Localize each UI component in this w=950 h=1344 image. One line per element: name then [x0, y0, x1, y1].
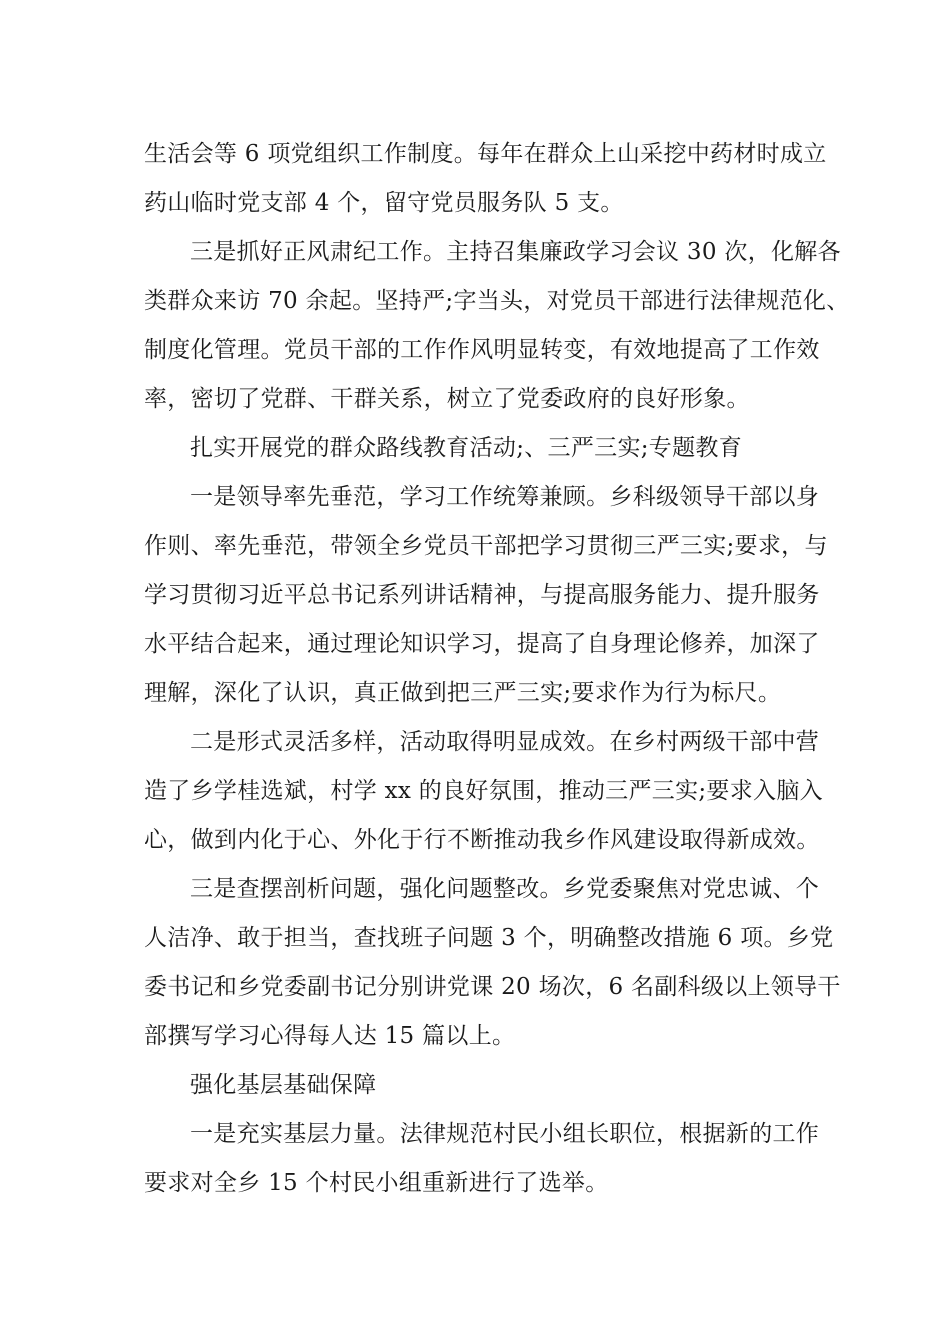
text-line: 要求对全乡 15 个村民小组重新进行了选举。: [144, 1170, 609, 1196]
text-line: 扎实开展党的群众路线教育活动;、三严三实;专题教育: [190, 435, 742, 461]
text-line: 类群众来访 70 余起。坚持严;字当头，对党员干部进行法律规范化、: [144, 288, 850, 314]
paragraph: [144, 718, 824, 865]
text-line: 人洁净、敢于担当，查找班子问题 3 个，明确整改措施 6 项。乡党: [144, 925, 834, 951]
text-line: 一是领导率先垂范，学习工作统筹兼顾。乡科级领导干部以身: [190, 484, 820, 510]
paragraph: [144, 865, 841, 1061]
text-line: 药山临时党支部 4 个，留守党员服务队 5 支。: [144, 190, 624, 216]
paragraph: [144, 130, 827, 228]
text-line: 心，做到内化于心、外化于行不断推动我乡作风建设取得新成效。: [144, 827, 820, 853]
paragraph: [144, 1061, 824, 1110]
paragraph: [144, 228, 850, 424]
text-line: 理解，深化了认识，真正做到把三严三实;要求作为行为标尺。: [144, 680, 782, 706]
paragraph: [144, 424, 824, 473]
text-line: 强化基层基础保障: [190, 1072, 377, 1098]
text-line: 率，密切了党群、干群关系，树立了党委政府的良好形象。: [144, 386, 750, 412]
text-line: 一是充实基层力量。法律规范村民小组长职位，根据新的工作: [190, 1121, 820, 1147]
text-line: 生活会等 6 项党组织工作制度。每年在群众上山采挖中药材时成立: [144, 141, 827, 167]
text-line: 水平结合起来，通过理论知识学习，提高了自身理论修养，加深了: [144, 631, 820, 657]
text-line: 三是查摆剖析问题，强化问题整改。乡党委聚焦对党忠诚、个: [190, 876, 820, 902]
text-line: 造了乡学桂选斌，村学 xx 的良好氛围，推动三严三实;要求入脑入: [144, 778, 823, 804]
paragraph: [144, 473, 828, 718]
text-line: 委书记和乡党委副书记分别讲党课 20 场次，6 名副科级以上领导干: [144, 974, 841, 1000]
document-body: [144, 130, 850, 1208]
text-line: 作则、率先垂范，带领全乡党员干部把学习贯彻三严三实;要求，与: [144, 533, 828, 559]
text-line: 三是抓好正风肃纪工作。主持召集廉政学习会议 30 次，化解各: [190, 239, 841, 265]
text-line: 二是形式灵活多样，活动取得明显成效。在乡村两级干部中营: [190, 729, 820, 755]
text-line: 学习贯彻习近平总书记系列讲话精神，与提高服务能力、提升服务: [144, 582, 820, 608]
text-line: 部撰写学习心得每人达 15 篇以上。: [144, 1023, 516, 1049]
paragraph: [144, 1110, 824, 1208]
text-line: 制度化管理。党员干部的工作作风明显转变，有效地提高了工作效: [144, 337, 820, 363]
